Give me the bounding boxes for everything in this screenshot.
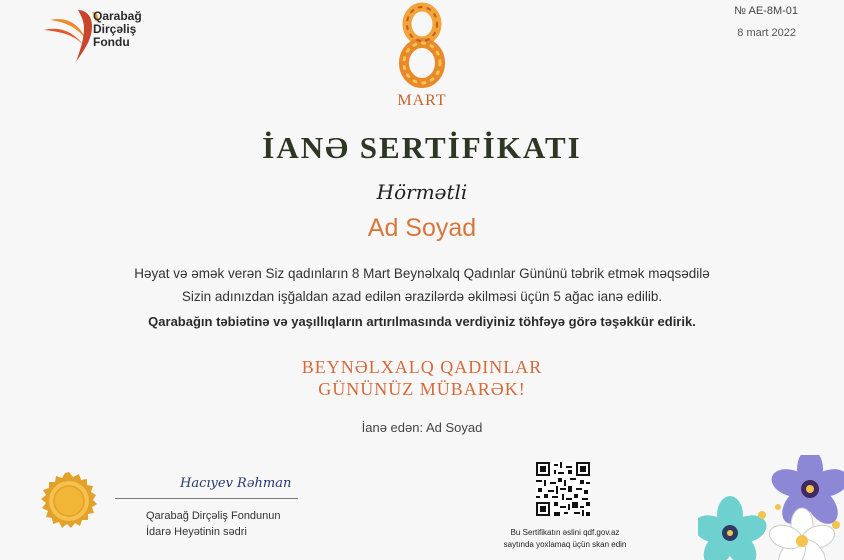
body-line-1: Həyat və əmək verən Siz qadınların 8 Mart Beynəlxalq Qadınlar Gününü təbrik etmək məqsədilə bbox=[134, 266, 710, 281]
gold-seal-icon bbox=[40, 472, 98, 530]
greeting-line-1: BEYNƏLXALQ QADINLAR bbox=[301, 357, 543, 377]
logo-text bbox=[93, 10, 142, 49]
certificate-number: № AE-8M-01 bbox=[734, 5, 798, 17]
qr-caption-line-1: Bu Sertifikatın əslini qdf.gov.az bbox=[510, 528, 620, 537]
signer-line-1: Qarabağ Dirçəliş Fondunun bbox=[146, 510, 281, 522]
logo-line-1: Qarabağ bbox=[93, 9, 142, 23]
logo-line-3: Fondu bbox=[93, 35, 130, 49]
certificate-title: İANƏ SERTİFİKATI bbox=[262, 130, 582, 165]
logo-line-2: Dirçəliş bbox=[93, 22, 137, 36]
qr-caption-line-2: saytında yoxlamaq üçün skan edin bbox=[503, 540, 627, 549]
body-line-2: Sizin adınızdan işğaldan azad edilən ərazilərdə əkilməsi üçün 5 ağac ianə edilib. bbox=[181, 289, 663, 304]
greeting-line-2: GÜNÜNÜZ MÜBARƏK! bbox=[318, 379, 526, 399]
signature-line bbox=[115, 498, 298, 499]
body-text bbox=[0, 262, 844, 308]
greeting bbox=[0, 356, 844, 400]
thanks-text: Qarabağın təbiətinə və yaşıllıqların artırılmasında verdiyiniz töhfəyə görə təşəkkür edirik. bbox=[148, 314, 696, 329]
emblem-text: MART bbox=[397, 92, 447, 109]
recipient-name: Ad Soyad bbox=[367, 214, 477, 242]
flowers-decoration-icon bbox=[698, 455, 844, 560]
signature: Hacıyev Rəhman bbox=[180, 476, 292, 491]
donor-text: İanə edən: Ad Soyad bbox=[361, 420, 483, 435]
signer-title bbox=[146, 508, 281, 540]
certificate-date: 8 mart 2022 bbox=[737, 27, 796, 39]
signer-line-2: İdarə Heyətinin sədri bbox=[146, 526, 247, 538]
qr-code[interactable] bbox=[536, 462, 590, 516]
floral-eight-icon bbox=[395, 2, 449, 88]
qr-caption bbox=[470, 527, 660, 551]
salutation: Hörmətli bbox=[376, 180, 468, 204]
